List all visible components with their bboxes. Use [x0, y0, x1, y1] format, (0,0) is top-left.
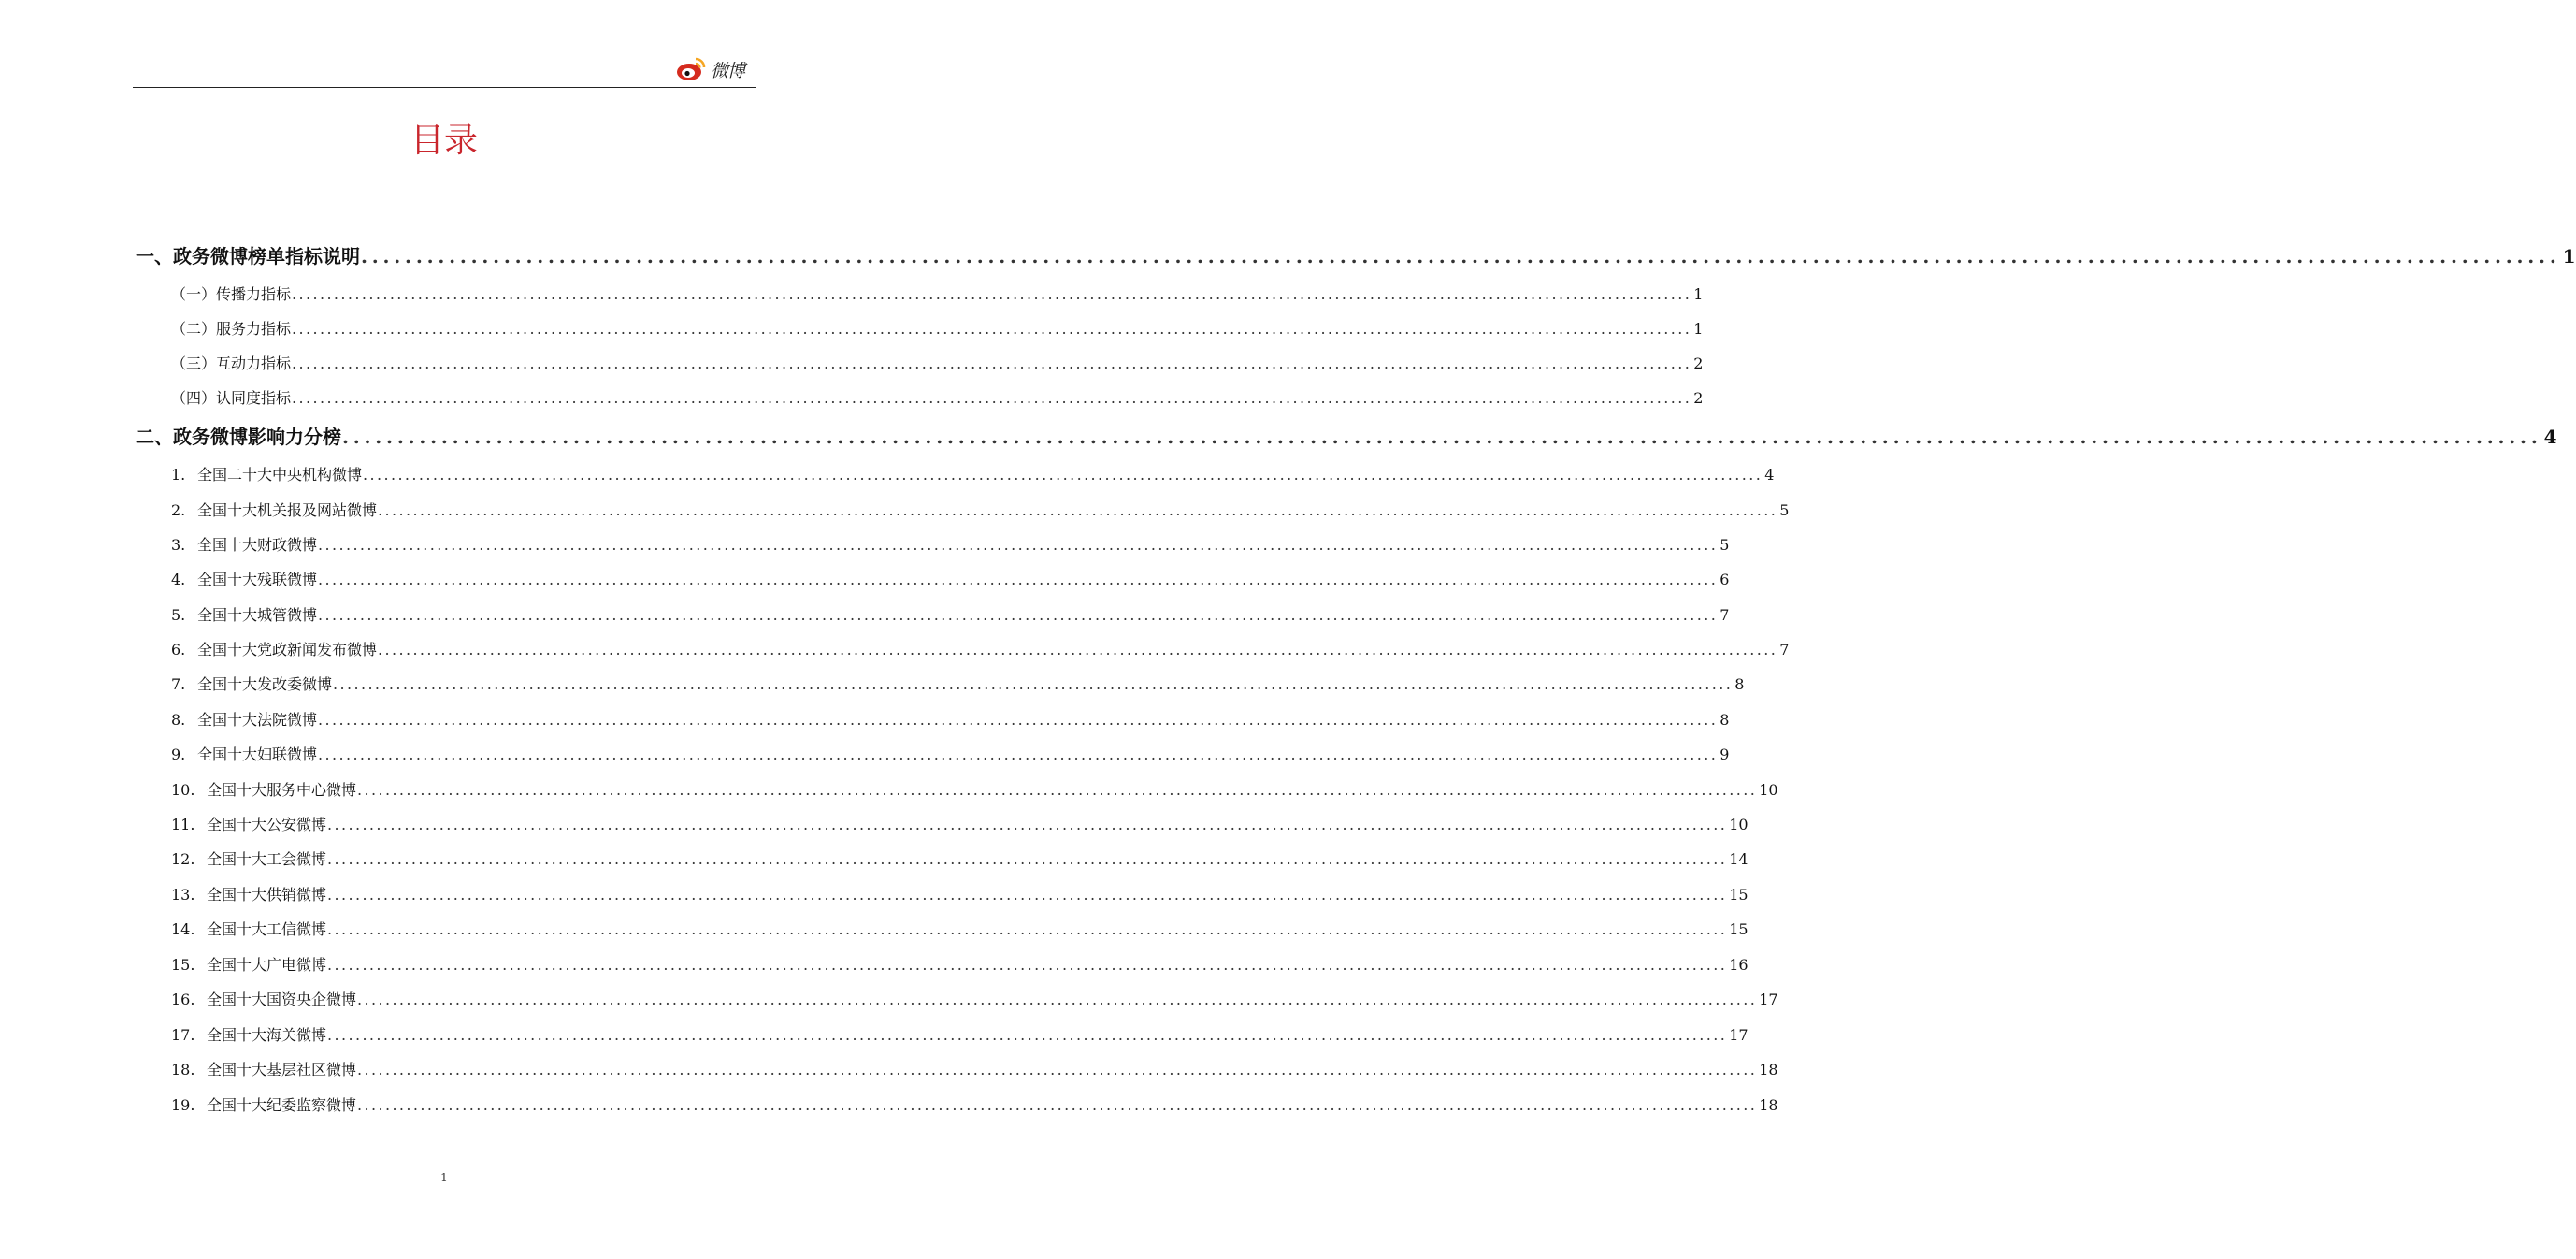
toc-entry-title: 全国十大残联微博 — [197, 571, 318, 588]
toc-leader-dots: ........................................................................................................................................................................................................ — [357, 1061, 1758, 1078]
toc-entry-number: 7. — [171, 675, 186, 693]
toc-entry-number: 10. — [171, 781, 195, 799]
toc-entry-title: 全国十大供销微博 — [207, 886, 327, 904]
toc-entry-page: 7 — [1720, 606, 1730, 624]
toc-entry-label — [171, 918, 326, 939]
toc-entry-label — [171, 386, 291, 408]
toc-entry-label — [171, 282, 291, 304]
toc-entry[interactable] — [171, 953, 1749, 976]
weibo-eye-icon — [675, 54, 709, 82]
toc-entry-number: 9. — [171, 745, 186, 763]
toc-entry-label — [171, 533, 317, 555]
toc-leader-dots: ........................................................................................................................................................................................................ — [318, 571, 1719, 588]
toc-entry[interactable] — [171, 386, 1704, 409]
toc-leader-dots: ........................................................................................................................................................................................................ — [318, 745, 1719, 763]
toc-entry-label — [171, 463, 362, 485]
toc-entry[interactable] — [171, 778, 1778, 801]
toc-entry-page: 6 — [1720, 571, 1730, 588]
toc-entry-page: 10 — [1759, 781, 1778, 799]
toc-entry-title: 全国十大国资央企微博 — [207, 991, 357, 1008]
toc-leader-dots: ........................................................................................................................................................................................................ — [327, 1026, 1728, 1044]
toc-entry-title: 全国十大公安微博 — [207, 816, 327, 833]
toc-entry[interactable] — [171, 918, 1749, 940]
toc-leader-dots: ........................................................................................................................................................................................................ — [357, 781, 1758, 799]
toc-leader-dots: ........................................................................................................................................................................................................ — [378, 641, 1778, 658]
toc-entry[interactable] — [171, 883, 1749, 905]
toc-entry-page: 16 — [1729, 956, 1749, 974]
toc-leader-dots: ........................................................................................................................................................................................................ — [327, 886, 1728, 904]
toc-entry-number: 5. — [171, 606, 186, 624]
toc-entry-label — [171, 673, 332, 694]
toc-entry-number: 14. — [171, 920, 195, 938]
toc-entry[interactable] — [171, 673, 1745, 695]
toc-entry-label — [171, 847, 326, 869]
toc-entry[interactable] — [136, 422, 2557, 450]
toc-entry-label — [171, 1058, 356, 1079]
toc-entry-page: 14 — [1729, 850, 1749, 868]
toc-entry-page: 17 — [1759, 991, 1778, 1008]
toc-entry-label — [171, 352, 291, 373]
toc-entry-title: （三）互动力指标 — [171, 355, 292, 372]
toc-entry-label — [171, 603, 317, 625]
toc-entry-title: 全国十大纪委监察微博 — [207, 1096, 357, 1114]
toc-entry-title: 全国十大机关报及网站微博 — [197, 501, 378, 519]
toc-entry-title: 全国十大工信微博 — [207, 920, 327, 938]
toc-entry-number: 6. — [171, 641, 186, 658]
toc-entry-number: 19. — [171, 1096, 195, 1114]
toc-entry-page: 8 — [1720, 711, 1730, 729]
toc-entry-page: 18 — [1759, 1096, 1778, 1114]
toc-entry-label — [171, 1023, 326, 1045]
toc-entry-label — [171, 1093, 356, 1115]
toc-entry-label — [171, 568, 317, 589]
toc-entry-number: 11. — [171, 816, 195, 833]
toc-entry-page: 1 — [1693, 320, 1704, 338]
toc-leader-dots: ........................................................................................................................................................................................................ — [361, 245, 2561, 268]
toc-entry-number: 1. — [171, 466, 186, 484]
toc-entry-page: 1 — [1693, 285, 1704, 303]
toc-entry-page: 15 — [1729, 886, 1749, 904]
toc-entry-number: 12. — [171, 850, 195, 868]
toc-entry-title: 全国十大财政微博 — [197, 536, 318, 554]
logo-text: 微博 — [711, 61, 745, 81]
toc-leader-dots: ........................................................................................................................................................................................................ — [292, 320, 1692, 338]
toc-leader-dots: ........................................................................................................................................................................................................ — [333, 675, 1734, 693]
toc-entry-label — [171, 317, 291, 339]
toc-entry-title: 全国十大党政新闻发布微博 — [197, 641, 378, 658]
toc-entry-title: 全国十大工会微博 — [207, 850, 327, 868]
toc-entry[interactable] — [171, 1023, 1749, 1046]
toc-entry-title: （一）传播力指标 — [171, 285, 292, 303]
toc-entry-page: 5 — [1720, 536, 1730, 554]
toc-entry[interactable] — [171, 988, 1778, 1010]
toc-entry[interactable] — [171, 568, 1730, 590]
toc-entry-page: 10 — [1729, 816, 1749, 833]
toc-entry-title: （四）认同度指标 — [171, 389, 292, 407]
toc-leader-dots: ........................................................................................................................................................................................................ — [357, 991, 1758, 1008]
header-rule — [133, 87, 756, 88]
toc-entry-label — [171, 988, 356, 1009]
toc-entry[interactable] — [171, 352, 1704, 374]
toc-entry-label — [171, 708, 317, 730]
toc-entry-title: 全国十大法院微博 — [197, 711, 318, 729]
toc-entry[interactable] — [171, 533, 1730, 556]
toc-entry-title: 全国十大发改委微博 — [197, 675, 333, 693]
toc-entry-number: 2. — [171, 501, 186, 519]
toc-entry-title: 二、政务微博影响力分榜 — [136, 426, 341, 448]
toc-entry-label — [136, 241, 360, 268]
toc-entry-page: 1 — [2562, 245, 2576, 268]
toc-leader-dots: ........................................................................................................................................................................................................ — [327, 920, 1728, 938]
toc-entry[interactable] — [171, 499, 1790, 521]
toc-leader-dots: ........................................................................................................................................................................................................ — [342, 426, 2542, 448]
toc-entry-page: 4 — [2543, 426, 2557, 448]
toc-entry-page: 5 — [1779, 501, 1790, 519]
toc-entry[interactable] — [171, 317, 1704, 340]
toc-entry-label — [171, 953, 326, 975]
toc-entry-number: 4. — [171, 571, 186, 588]
toc-entry-title: （二）服务力指标 — [171, 320, 292, 338]
toc-entry-label — [171, 883, 326, 904]
page-number: 1 — [440, 1171, 448, 1184]
toc-entry[interactable] — [171, 1058, 1778, 1080]
toc-entry-page: 7 — [1779, 641, 1790, 658]
toc-entry-page: 17 — [1729, 1026, 1749, 1044]
toc-entry-number: 16. — [171, 991, 195, 1008]
toc-entry[interactable] — [171, 743, 1730, 765]
toc-entry[interactable] — [171, 638, 1790, 660]
toc-leader-dots: ........................................................................................................................................................................................................ — [292, 355, 1692, 372]
toc-entry-title: 全国十大广电微博 — [207, 956, 327, 974]
toc-entry-page: 4 — [1764, 466, 1775, 484]
toc-leader-dots: ........................................................................................................................................................................................................ — [378, 501, 1778, 519]
toc-entry-label — [171, 813, 326, 834]
toc-entry-title: 全国十大海关微博 — [207, 1026, 327, 1044]
page-title: 目录 — [410, 122, 478, 160]
toc-leader-dots: ........................................................................................................................................................................................................ — [318, 606, 1719, 624]
toc-entry-label — [171, 499, 377, 520]
toc-entry-number: 18. — [171, 1061, 195, 1078]
toc-entry-number: 3. — [171, 536, 186, 554]
toc-entry[interactable] — [136, 241, 2576, 269]
toc-leader-dots: ........................................................................................................................................................................................................ — [327, 816, 1728, 833]
toc-entry[interactable] — [171, 813, 1749, 835]
toc-entry-title: 全国二十大中央机构微博 — [197, 466, 363, 484]
toc-entry-page: 9 — [1720, 745, 1730, 763]
toc-leader-dots: ........................................................................................................................................................................................................ — [357, 1096, 1758, 1114]
toc-entry-number: 17. — [171, 1026, 195, 1044]
toc-leader-dots: ........................................................................................................................................................................................................ — [292, 389, 1692, 407]
toc-entry-number: 15. — [171, 956, 195, 974]
weibo-logo — [675, 54, 759, 84]
toc-entry-title: 全国十大城管微博 — [197, 606, 318, 624]
toc-entry[interactable] — [171, 708, 1730, 731]
toc-leader-dots: ........................................................................................................................................................................................................ — [318, 711, 1719, 729]
toc-entry-page: 2 — [1693, 389, 1704, 407]
toc-entry-label — [171, 778, 356, 800]
toc-entry-title: 一、政务微博榜单指标说明 — [136, 245, 360, 268]
toc-entry[interactable] — [171, 463, 1775, 485]
toc-entry-page: 18 — [1759, 1061, 1778, 1078]
toc-entry-label — [171, 638, 377, 659]
toc-entry-label — [171, 743, 317, 764]
toc-leader-dots: ........................................................................................................................................................................................................ — [318, 536, 1719, 554]
toc-entry-title: 全国十大基层社区微博 — [207, 1061, 357, 1078]
toc-entry-label — [136, 422, 341, 449]
toc-entry-title: 全国十大妇联微博 — [197, 745, 318, 763]
toc-leader-dots: ........................................................................................................................................................................................................ — [327, 956, 1728, 974]
toc-entry[interactable] — [171, 847, 1749, 870]
toc-entry-page: 8 — [1734, 675, 1745, 693]
toc-entry[interactable] — [171, 1093, 1778, 1116]
toc-entry-number: 8. — [171, 711, 186, 729]
toc-entry[interactable] — [171, 603, 1730, 626]
toc-entry[interactable] — [171, 282, 1704, 305]
toc-entry-page: 15 — [1729, 920, 1749, 938]
toc-entry-number: 13. — [171, 886, 195, 904]
toc-leader-dots: ........................................................................................................................................................................................................ — [363, 466, 1763, 484]
toc-entry-page: 2 — [1693, 355, 1704, 372]
toc-entry-title: 全国十大服务中心微博 — [207, 781, 357, 799]
toc-leader-dots: ........................................................................................................................................................................................................ — [292, 285, 1692, 303]
toc-leader-dots: ........................................................................................................................................................................................................ — [327, 850, 1728, 868]
